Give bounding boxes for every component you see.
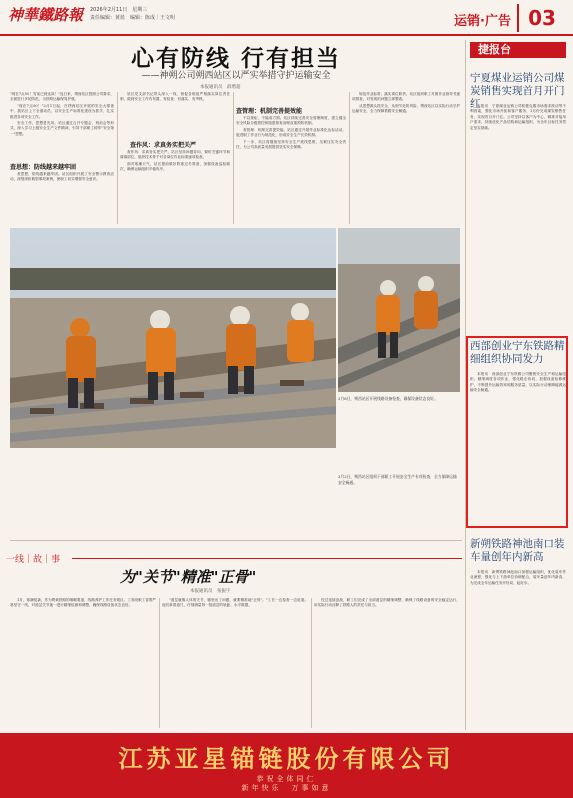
- main-headline: 心有防线 行有担当: [130, 45, 341, 72]
- column-subtitle: 查思想：防线越来越牢固: [10, 164, 77, 171]
- sidebar-header: 捷报台: [470, 42, 566, 58]
- main-byline: 本报通讯员 薛增超: [200, 85, 241, 90]
- paragraph: 查作风：求真务实把关严。站区坚持问题导向，紧盯关键环节和薄弱部位，组织技术骨干对各岗位作业标准逐项检查。: [120, 150, 230, 160]
- main-column-1b: [10, 172, 114, 224]
- paragraph: 不以规矩，不能成方圆。站区持续完善安全管理制度，建立健全安全风险分级管控和隐患排查治理双重预防机制。: [236, 116, 346, 126]
- paragraph: 本报讯 宁夏煤业运销公司积极克服市场需求波动等不利因素，强化市场开拓和客户服务，1月份完成煤炭销售任务，实现首月开门红。公司坚持以客户为中心，精准对接用户需求，持续优化产品结构和运输组织，为全年目标任务奠定坚实基础。: [470, 104, 566, 130]
- paragraph: 站区党支部书记带头深入一线，督促各班组严格落实岗位责任制，做到安全工作有布置、有检查、有落实、有考核。: [120, 92, 230, 102]
- article2-byline: 本报通讯员 张振宇: [190, 589, 231, 594]
- inspection-photo: [338, 228, 460, 392]
- newspaper-logo: 神華鐵路報: [8, 6, 84, 24]
- issue-date: 2026年2月11日 星期三: [90, 7, 148, 13]
- paragraph: 从思想源头抓安全，从细节处防风险，朔西站区以实际行动守护运输安全，全力保障铁路安全畅通。: [352, 103, 460, 114]
- photo-caption: 2月6日，朔西站区开展线路设备检查，确保设备状态良好。: [338, 396, 438, 401]
- masthead-meta: [90, 6, 175, 22]
- section-divider: [10, 540, 462, 541]
- paragraph: 1月，寒潮侵袭。作为朔黄铁路的咽喉要道，线路养护工作任务艰巨。工务段职工冒着严寒坚守一线，对道岔关节逐一进行精细检测和调整，确保线路设备状态良好。: [10, 598, 156, 608]
- sidebar-item-text: [470, 372, 566, 522]
- paragraph: 本报讯 新朔铁路神池南口加强运输组织，优化装车作业流程，强化与上下游单位协调配合，装车量创年内新高，为完成全年运输任务开好局、起好步。: [470, 570, 566, 585]
- section-line: [72, 558, 462, 559]
- paragraph: 下一步，站区将继续坚持安全生产底线思维，压紧压实安全责任，为公司高质量发展提供坚实安全保障。: [236, 139, 346, 150]
- paragraph: 本报讯 西部创业宁东铁路公司聚焦安全生产和运输组织，精细调度各项作业，强化路企协同，加强设备检修维护，不断提升运输效率和服务质量，以实际行动保障能源运输安全畅通。: [470, 372, 566, 393]
- sidebar-item-title: 新朔铁路神池南口装车量创年内新高: [470, 538, 565, 563]
- column-divider: [349, 92, 350, 224]
- main-column-2b: [120, 150, 230, 224]
- paragraph: 安全工作，思想是先导。站区通过召开专题会、班前会等形式，深入学习上级安全生产文件精神，引导干部职工树牢"安全第一"思想。: [10, 121, 114, 136]
- paragraph: 经过连续奋战，职工们完成了全部道岔的精细调整，确保了线路设备的安全稳定运行，用实际行动诠释了铁路人的责任与担当。: [314, 598, 460, 608]
- main-column-4: [352, 92, 460, 224]
- sidebar-divider: [465, 40, 466, 730]
- paragraph: 规范作业标准，落实岗位职责。站区组织职工对照作业指导书逐项排查，对发现的问题立即整改。: [352, 92, 460, 102]
- paragraph: 面对寒潮天气，站区提前做好防寒过冬准备，加强设备巡检频次，确保运输组织平稳有序。: [120, 161, 230, 172]
- ad-company-name: 江苏亚星锚链股份有限公司: [118, 745, 455, 773]
- article2-column-2: [162, 598, 308, 728]
- paragraph: "现在7点50！"2月1日起，在朔西站区开展的安全大排查中，我站区上下全面动员，以安全生产标准化建设为抓手，扎实推进各项安全工作。: [10, 103, 114, 119]
- article2-column-3: [314, 598, 460, 728]
- editor-line: 责任编辑：黄蓝 编辑：陈成｜王文明: [90, 15, 176, 21]
- article2-column-1: [10, 598, 156, 728]
- sidebar-item-text: [470, 570, 566, 728]
- section-label: 一线｜故｜事: [6, 555, 61, 565]
- column-divider: [159, 598, 160, 728]
- track-workers-photo: [10, 228, 336, 448]
- sidebar-item-text: [470, 104, 566, 330]
- sidebar-item-title: 西部创业宁东铁路精细组织协同发力: [470, 340, 565, 365]
- sidebar-item-title: 宁夏煤业运销公司煤炭销售实现首月开门红: [470, 72, 565, 110]
- column-divider: [311, 598, 312, 728]
- article2-headline: 为"关节"精准"正骨": [120, 568, 257, 586]
- page-number: 03: [517, 4, 565, 32]
- main-column-2: [120, 92, 230, 136]
- column-divider: [233, 92, 234, 224]
- masthead: [0, 0, 573, 36]
- paragraph: 查思想，防线越来越牢固。站区组织开展了安全警示教育活动，深刻剖析典型事故案例，使职工切实增强安全意识。: [10, 172, 114, 182]
- column-subtitle: 查作风：求真务实把关严: [130, 142, 197, 149]
- paragraph: "道岔就像人体的关节，哪里出了问题，就要精准地"正骨"。"工长一边检查一边说道。他们拿着道尺，仔细测量每一组道岔的轨距、水平数据。: [162, 598, 308, 608]
- paragraph: 查管理：机制完善提效能。站区通过开展作业标准化达标活动，促进职工作业行为规范化，形成安全生产长效机制。: [236, 127, 346, 138]
- ad-slogan: 恭祝全体同仁 新年快乐 万事如意: [241, 775, 332, 792]
- photo-caption: 2月2日，朔西站区组织干部职工开展安全生产专项检查，全力保障运输安全畅通。: [338, 474, 457, 485]
- column-subtitle: 查管理：机制完善提效能: [236, 108, 303, 115]
- main-lead: "现在7点50！雪前已到达岗！"连日来，朔西站区按照公司要求，全面进行多轮防范，为铁路运输保驾护航。: [10, 92, 114, 102]
- main-column-3: [236, 116, 346, 224]
- main-subhead: ——神朔公司朔西站区以严实举措守护运输安全: [141, 71, 331, 81]
- section-name: 运销·广告: [454, 14, 511, 29]
- advertisement-banner: [0, 733, 573, 798]
- column-divider: [117, 92, 118, 224]
